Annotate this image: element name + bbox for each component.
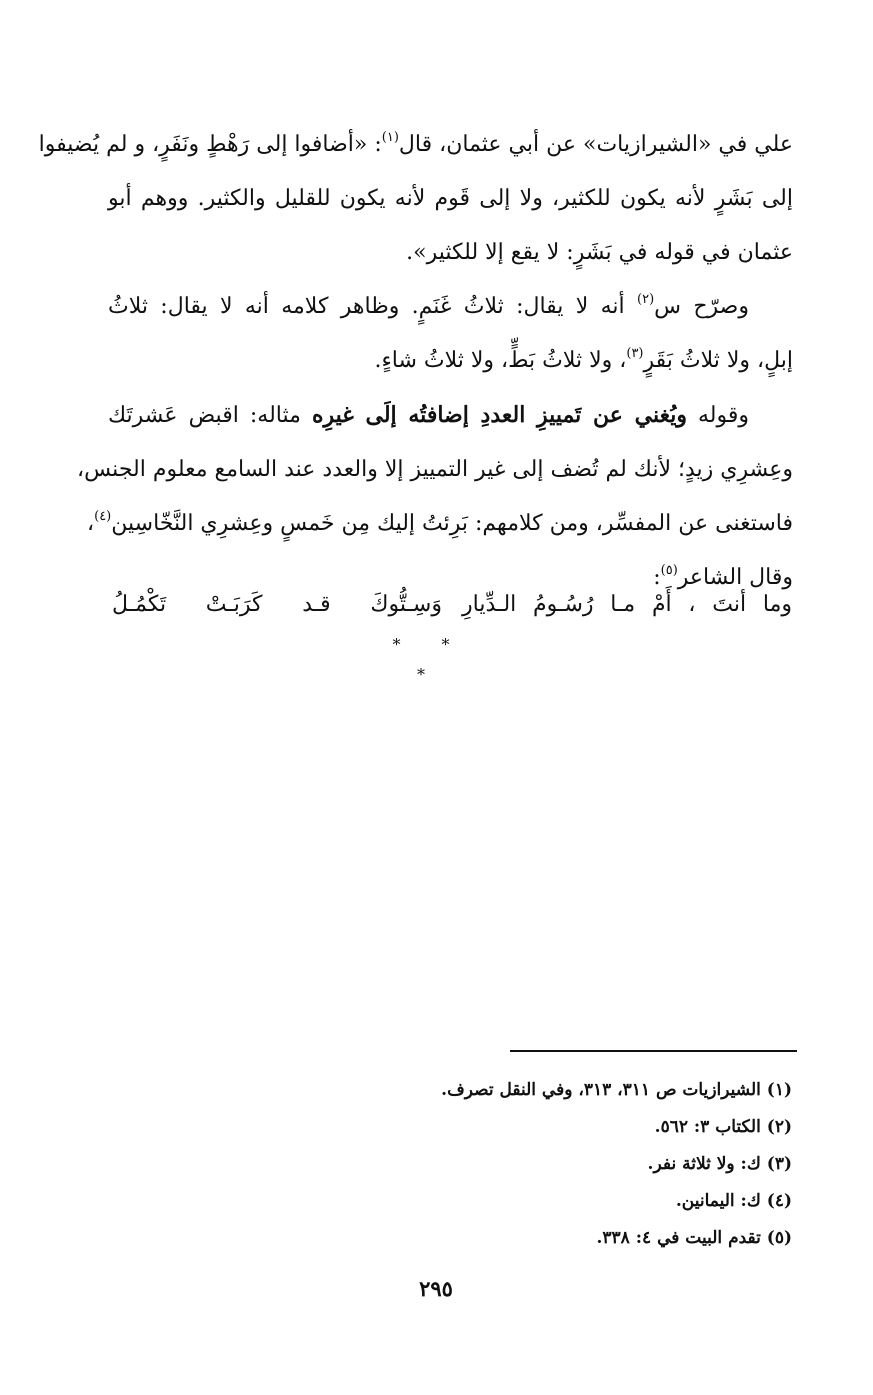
footnote-divider: [510, 1050, 797, 1052]
text-line: وعِشرِي زيدٍ؛ لأنك لم تُضف إلى غير التمييز إلا والعدد عند السامع معلوم الجنس،: [77, 457, 793, 482]
paragraph-2: [108, 280, 793, 388]
second-hemistich: وَسِـتُّوكَ قـد كَرَبَـتْ تَكْمُـلُ: [112, 592, 442, 617]
text-segment: وصرّح س: [654, 294, 749, 319]
footnote-item: (٥) تقدم البيت في ٤: ٣٣٨.: [596, 1228, 792, 1248]
page-number: ٢٩٥: [419, 1276, 453, 1301]
text-segment: إبلٍ، ولا ثلاثُ بَقَرٍ: [643, 348, 793, 373]
text-line: [108, 334, 793, 388]
paragraph-3: [77, 388, 793, 605]
footnote-item: (١) الشيرازيات ص ٣١١، ٣١٣، وفي النقل تصرف.: [441, 1080, 792, 1100]
footnote-ref: (٣): [626, 346, 644, 361]
footnote-ref: (٥): [660, 563, 678, 578]
text-line: إلى بَشَرٍ لأنه يكون للكثير، ولا إلى قَوم لأنه يكون للقليل والكثير. ووهم أبو: [108, 186, 793, 211]
text-segment: علي في «الشيرازيات» عن أبي عثمان، قال: [398, 132, 793, 157]
text-line: [108, 280, 793, 334]
quoted-matn: ويُغني عن تَمييزِ العددِ إضافتُه إلَى غيرِه: [311, 402, 687, 428]
footnotes: [380, 1072, 792, 1257]
text-segment: : «أضافوا إلى رَهْطٍ ونَفَرٍ، و لم يُضيفوا: [38, 132, 382, 157]
footnote-item: (٣) ك: ولا ثلاثة نفر.: [647, 1154, 792, 1174]
footnote-ref: (٤): [94, 509, 112, 524]
footnote-item: (٤) ك: اليمانين.: [675, 1191, 792, 1211]
footnote-item: (٢) الكتاب ٣: ٥٦٢.: [654, 1117, 792, 1137]
text-segment: وقوله: [686, 403, 750, 428]
footnote-ref: (٢): [637, 292, 655, 307]
text-segment: فاستغنى عن المفسِّر، ومن كلامهم: بَرِئتُ إليك مِن خَمسٍ وعِشرِي النَّخّاسِين: [111, 511, 793, 536]
text-segment: ، ولا ثلاثُ بَطٍّ، ولا ثلاثُ شاءٍ.: [374, 348, 627, 373]
poetry-verse: [112, 578, 792, 632]
text-line: [38, 118, 793, 172]
footnote-ref: (١): [381, 130, 399, 145]
text-line: عثمان في قوله في بَشَرٍ: لا يقع إلا للكثير».: [406, 240, 793, 265]
text-segment: مثاله: اقبض عَشرتَك: [108, 403, 312, 428]
text-segment: :: [653, 565, 661, 590]
paragraph-1: [38, 118, 793, 280]
text-line: [87, 497, 793, 551]
first-hemistich: وما أنتَ ، أَمْ مـا رُسُـومُ الـدِّيارِ: [462, 592, 792, 617]
section-separator: * * *: [392, 635, 468, 684]
text-line: [108, 388, 793, 443]
text-segment: وقال الشاعر: [677, 565, 793, 590]
text-segment: أنه لا يقال: ثلاثُ غَنَمٍ. وظاهر كلامه أنه لا يقال: ثلاثُ: [108, 294, 638, 319]
main-text: [38, 118, 793, 605]
text-segment: ،: [87, 511, 95, 536]
